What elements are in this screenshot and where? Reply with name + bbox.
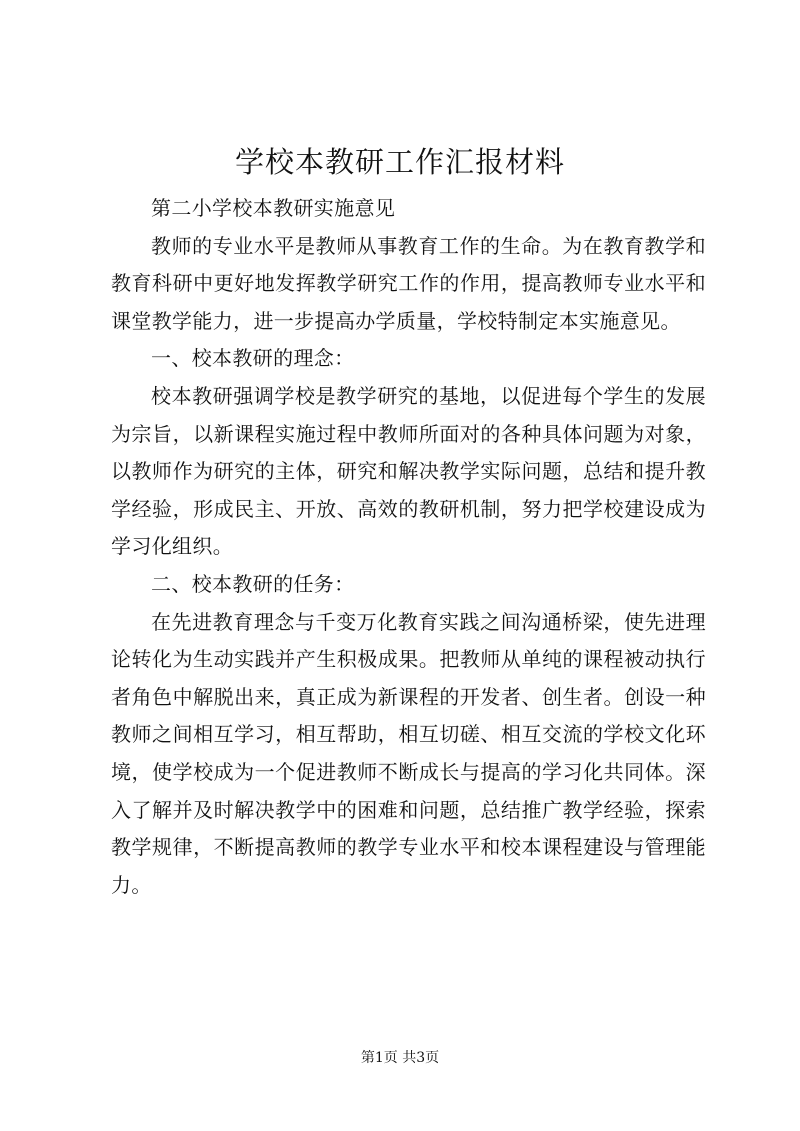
intro-paragraph: 教师的专业水平是教师从事教育工作的生命。为在教育教学和教育科研中更好地发挥教学研究工作的作用，提高教师专业水平和课堂教学能力，进一步提高办学质量，学校特制定本实施意见。 <box>111 233 706 333</box>
tasks-paragraph: 在先进教育理念与千变万化教育实践之间沟通桥梁，使先进理论转化为生动实践并产生积极成果。把教师从单纯的课程被动执行者角色中解脱出来，真正成为新课程的开发者、创生者。创设一种教师之间相互学习，相互帮助，相互切磋、相互交流的学校文化环境，使学校成为一个促进教师不断成长与提高的学习化共同体。深入了解并及时解决教学中的困难和问题，总结推广教学经验，探索教学规律，不断提高教师的教学专业水平和校本课程建设与管理能力。 <box>111 609 706 897</box>
concept-paragraph: 校本教研强调学校是教学研究的基地，以促进每个学生的发展为宗旨，以新课程实施过程中教师所面对的各种具体问题为对象，以教师作为研究的主体，研究和解决教学实际问题，总结和提升教学经验，形成民主、开放、高效的教研机制，努力把学校建设成为学习化组织。 <box>111 383 706 559</box>
page-number-footer: 第1页 共3页 <box>360 1050 440 1066</box>
section-heading-concept: 一、校本教研的理念： <box>151 346 355 371</box>
document-body <box>111 190 706 904</box>
section-heading-tasks: 二、校本教研的任务： <box>151 571 355 596</box>
document-title: 学校本教研工作汇报材料 <box>234 145 565 179</box>
subtitle-paragraph: 第二小学校本教研实施意见 <box>151 196 396 220</box>
